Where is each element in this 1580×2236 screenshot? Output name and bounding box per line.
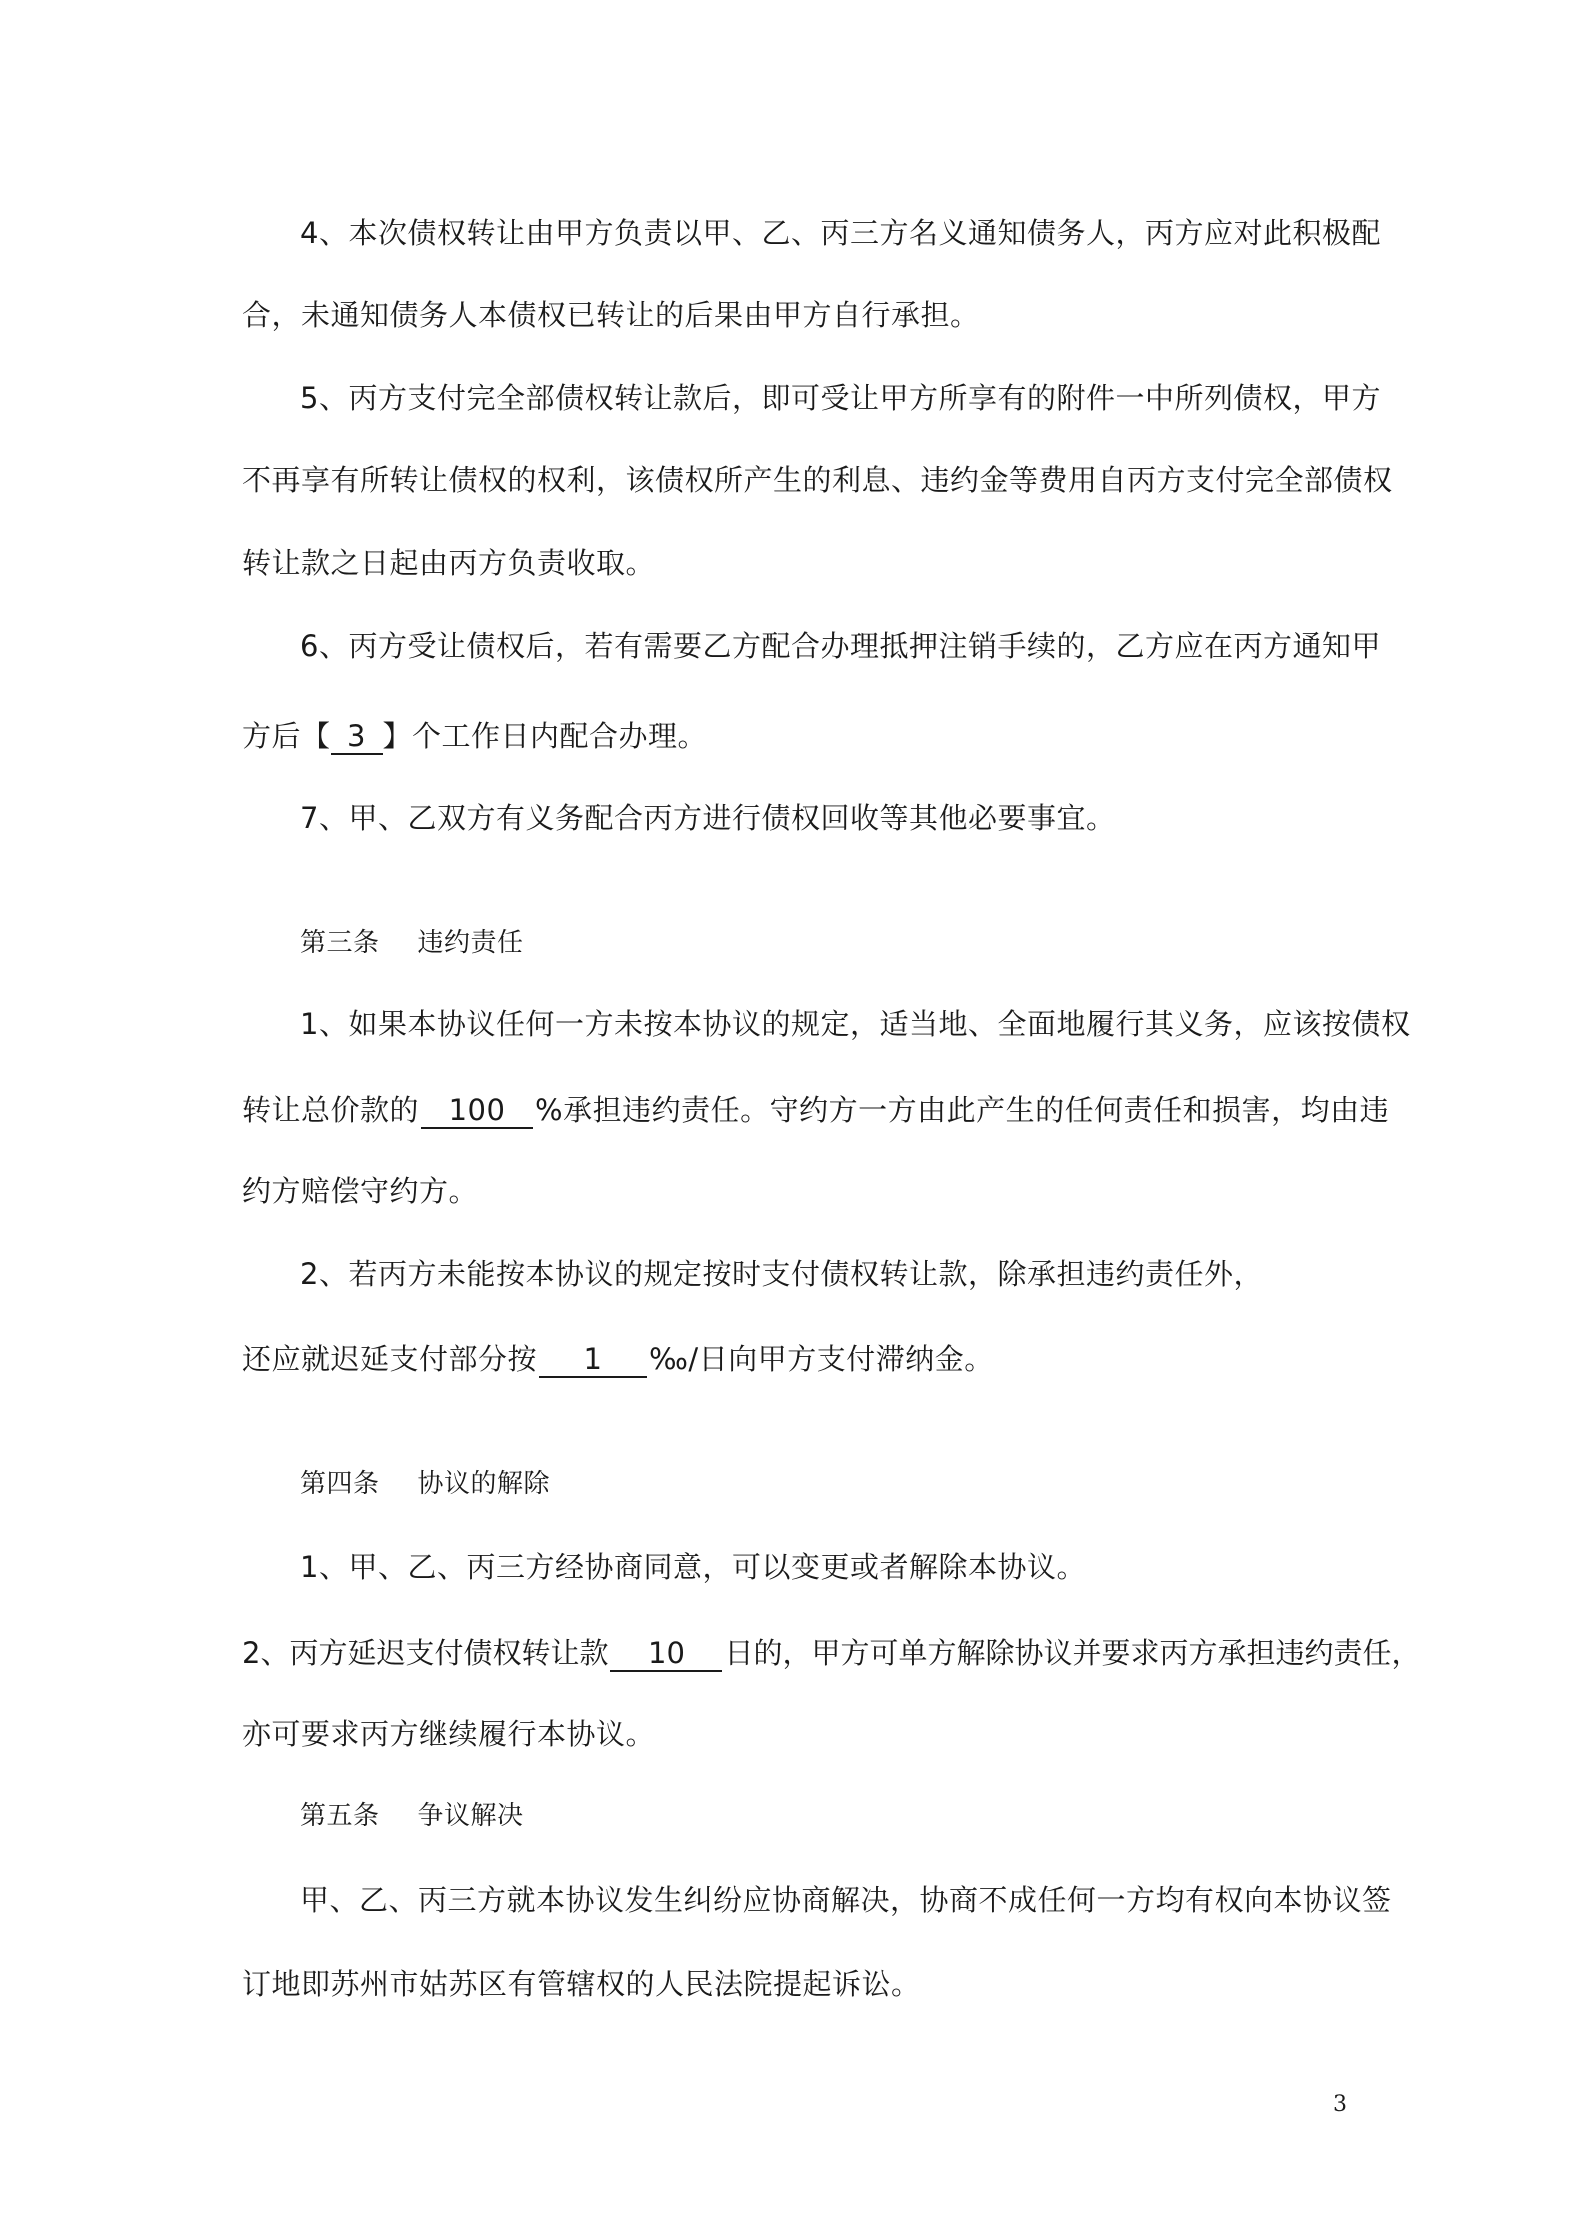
article-3-heading (300, 923, 1410, 963)
clause-4-line-2: 合，未通知债务人本债权已转让的后果由甲方自行承担。 (242, 298, 980, 332)
page-number: 3 (1333, 2092, 1347, 2117)
article-3-clause-2-prefix: 还应就迟延支付部分按 (242, 1342, 538, 1376)
article-4-clause-2-suffix: 日的，甲方可单方解除协议并要求丙方承担违约责任， (724, 1636, 1421, 1670)
article-5-title: 争议解决 (417, 1801, 524, 1831)
article-3-clause-2-line-2 (242, 1339, 1352, 1379)
clause-4-line-1: 4、本次债权转让由甲方负责以甲、乙、丙三方名义通知债务人，丙方应对此积极配 (300, 216, 1381, 250)
article-4-heading (300, 1464, 1410, 1504)
article-3-clause-1-line-1: 1、如果本协议任何一方未按本协议的规定，适当地、全面地履行其义务，应该按债权 (300, 1007, 1411, 1041)
article-4-title: 协议的解除 (417, 1469, 551, 1499)
clause-6-line-1: 6、丙方受让债权后，若有需要乙方配合办理抵押注销手续的，乙方应在丙方通知甲 (300, 629, 1381, 663)
article-3-clause-1-line-2 (242, 1090, 1390, 1130)
clause-6-line-2-prefix: 方后【 (242, 719, 331, 753)
article-4-clause-1: 1、甲、乙、丙三方经协商同意，可以变更或者解除本协议。 (300, 1550, 1086, 1584)
delay-days-blank: 10 (610, 1636, 722, 1672)
clause-5-line-2: 不再享有所转让债权的权利，该债权所产生的利息、违约金等费用自丙方支付完全部债权 (242, 463, 1393, 497)
article-3-clause-1-suffix: %承担违约责任。守约方一方由此产生的任何责任和损害，均由违 (535, 1093, 1390, 1127)
article-5-heading (300, 1796, 1410, 1836)
article-5-clause-line-1: 甲、乙、丙三方就本协议发生纠纷应协商解决，协商不成任何一方均有权向本协议签 (300, 1883, 1392, 1917)
penalty-percent-blank: 100 (421, 1093, 533, 1129)
article-3-title: 违约责任 (417, 928, 524, 958)
workdays-blank: 3 (331, 719, 383, 755)
article-4-clause-2-line-2: 亦可要求丙方继续履行本协议。 (242, 1717, 656, 1751)
article-3-clause-2-suffix: ‰/日向甲方支付滞纳金。 (649, 1342, 994, 1376)
clause-5-line-3: 转让款之日起由丙方负责收取。 (242, 546, 656, 580)
article-5-clause-line-2: 订地即苏州市姑苏区有管辖权的人民法院提起诉讼。 (242, 1967, 921, 2001)
clause-5-line-1: 5、丙方支付完全部债权转让款后，即可受让甲方所享有的附件一中所列债权，甲方 (300, 381, 1381, 415)
article-3-clause-2-line-1: 2、若丙方未能按本协议的规定按时支付债权转让款，除承担违约责任外， (300, 1257, 1263, 1291)
clause-6-line-2 (242, 716, 1352, 756)
clause-6-line-2-suffix: 】个工作日内配合办理。 (382, 719, 708, 753)
late-fee-rate-blank: 1 (539, 1342, 647, 1378)
article-4-clause-2-line-1 (242, 1633, 1421, 1673)
article-5-number: 第五条 (300, 1801, 380, 1831)
article-3-clause-1-prefix: 转让总价款的 (242, 1093, 420, 1127)
clause-7-line-1: 7、甲、乙双方有义务配合丙方进行债权回收等其他必要事宜。 (300, 801, 1116, 835)
article-3-number: 第三条 (300, 928, 380, 958)
article-4-clause-2-prefix: 2、丙方延迟支付债权转让款 (242, 1636, 609, 1670)
article-4-number: 第四条 (300, 1469, 380, 1499)
article-3-clause-1-line-3: 约方赔偿守约方。 (242, 1174, 479, 1208)
